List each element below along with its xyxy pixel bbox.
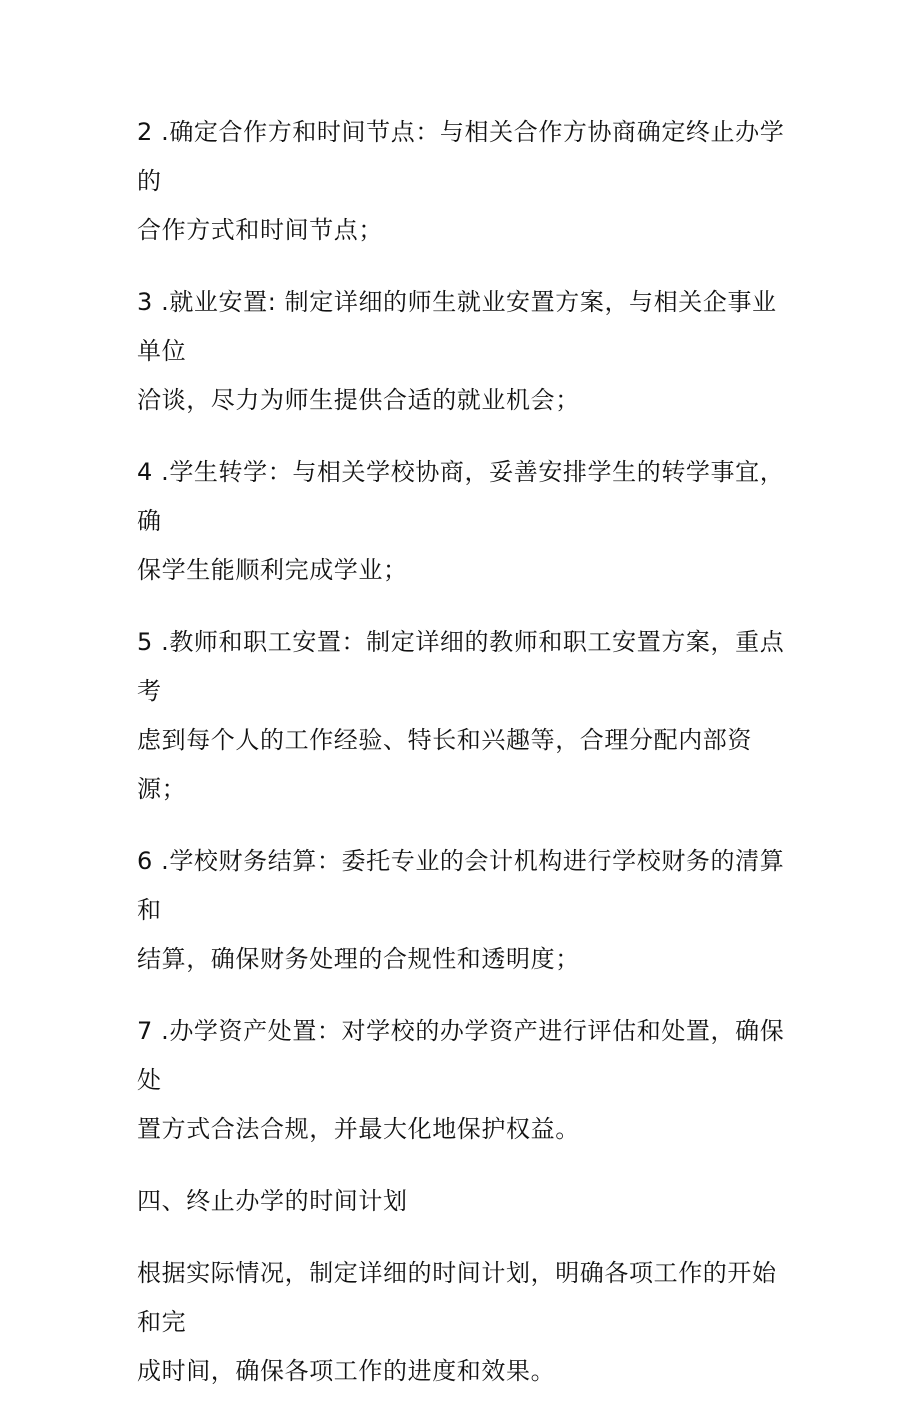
list-item-3-line-1: 3 .就业安置: 制定详细的师生就业安置方案，与相关企事业单位 [137, 288, 777, 365]
list-item-4-line-1: 4 .学生转学：与相关学校协商，妥善安排学生的转学事宜，确 [137, 458, 785, 535]
final-paragraph-line-2: 成时间，确保各项工作的进度和效果。 [137, 1357, 556, 1385]
list-item-5-line-1: 5 .教师和职工安置：制定详细的教师和职工安置方案，重点考 [137, 628, 785, 705]
final-paragraph-line-1: 根据实际情况，制定详细的时间计划，明确各项工作的开始和完 [137, 1259, 777, 1336]
list-item-2 [137, 108, 793, 255]
list-item-5 [137, 618, 793, 814]
list-item-3 [137, 278, 793, 425]
section-heading: 四、终止办学的时间计划 [137, 1187, 408, 1215]
list-item-4 [137, 448, 793, 595]
list-item-7-line-1: 7 .办学资产处置：对学校的办学资产进行评估和处置，确保处 [137, 1017, 785, 1094]
list-item-6-line-1: 6 .学校财务结算：委托专业的会计机构进行学校财务的清算和 [137, 847, 785, 924]
list-item-6-line-2: 结算，确保财务处理的合规性和透明度； [137, 945, 580, 973]
final-paragraph [137, 1249, 793, 1396]
list-item-5-line-2: 虑到每个人的工作经验、特长和兴趣等，合理分配内部资源； [137, 726, 752, 803]
document-body [137, 108, 793, 1419]
list-item-2-line-2: 合作方式和时间节点； [137, 216, 383, 244]
list-item-3-line-2: 洽谈，尽力为师生提供合适的就业机会； [137, 386, 580, 414]
list-item-6 [137, 837, 793, 984]
list-item-4-line-2: 保学生能顺利完成学业； [137, 556, 408, 584]
list-item-7 [137, 1007, 793, 1154]
list-item-2-line-1: 2 .确定合作方和时间节点：与相关合作方协商确定终止办学的 [137, 118, 785, 195]
list-item-7-line-2: 置方式合法合规，并最大化地保护权益。 [137, 1115, 580, 1143]
